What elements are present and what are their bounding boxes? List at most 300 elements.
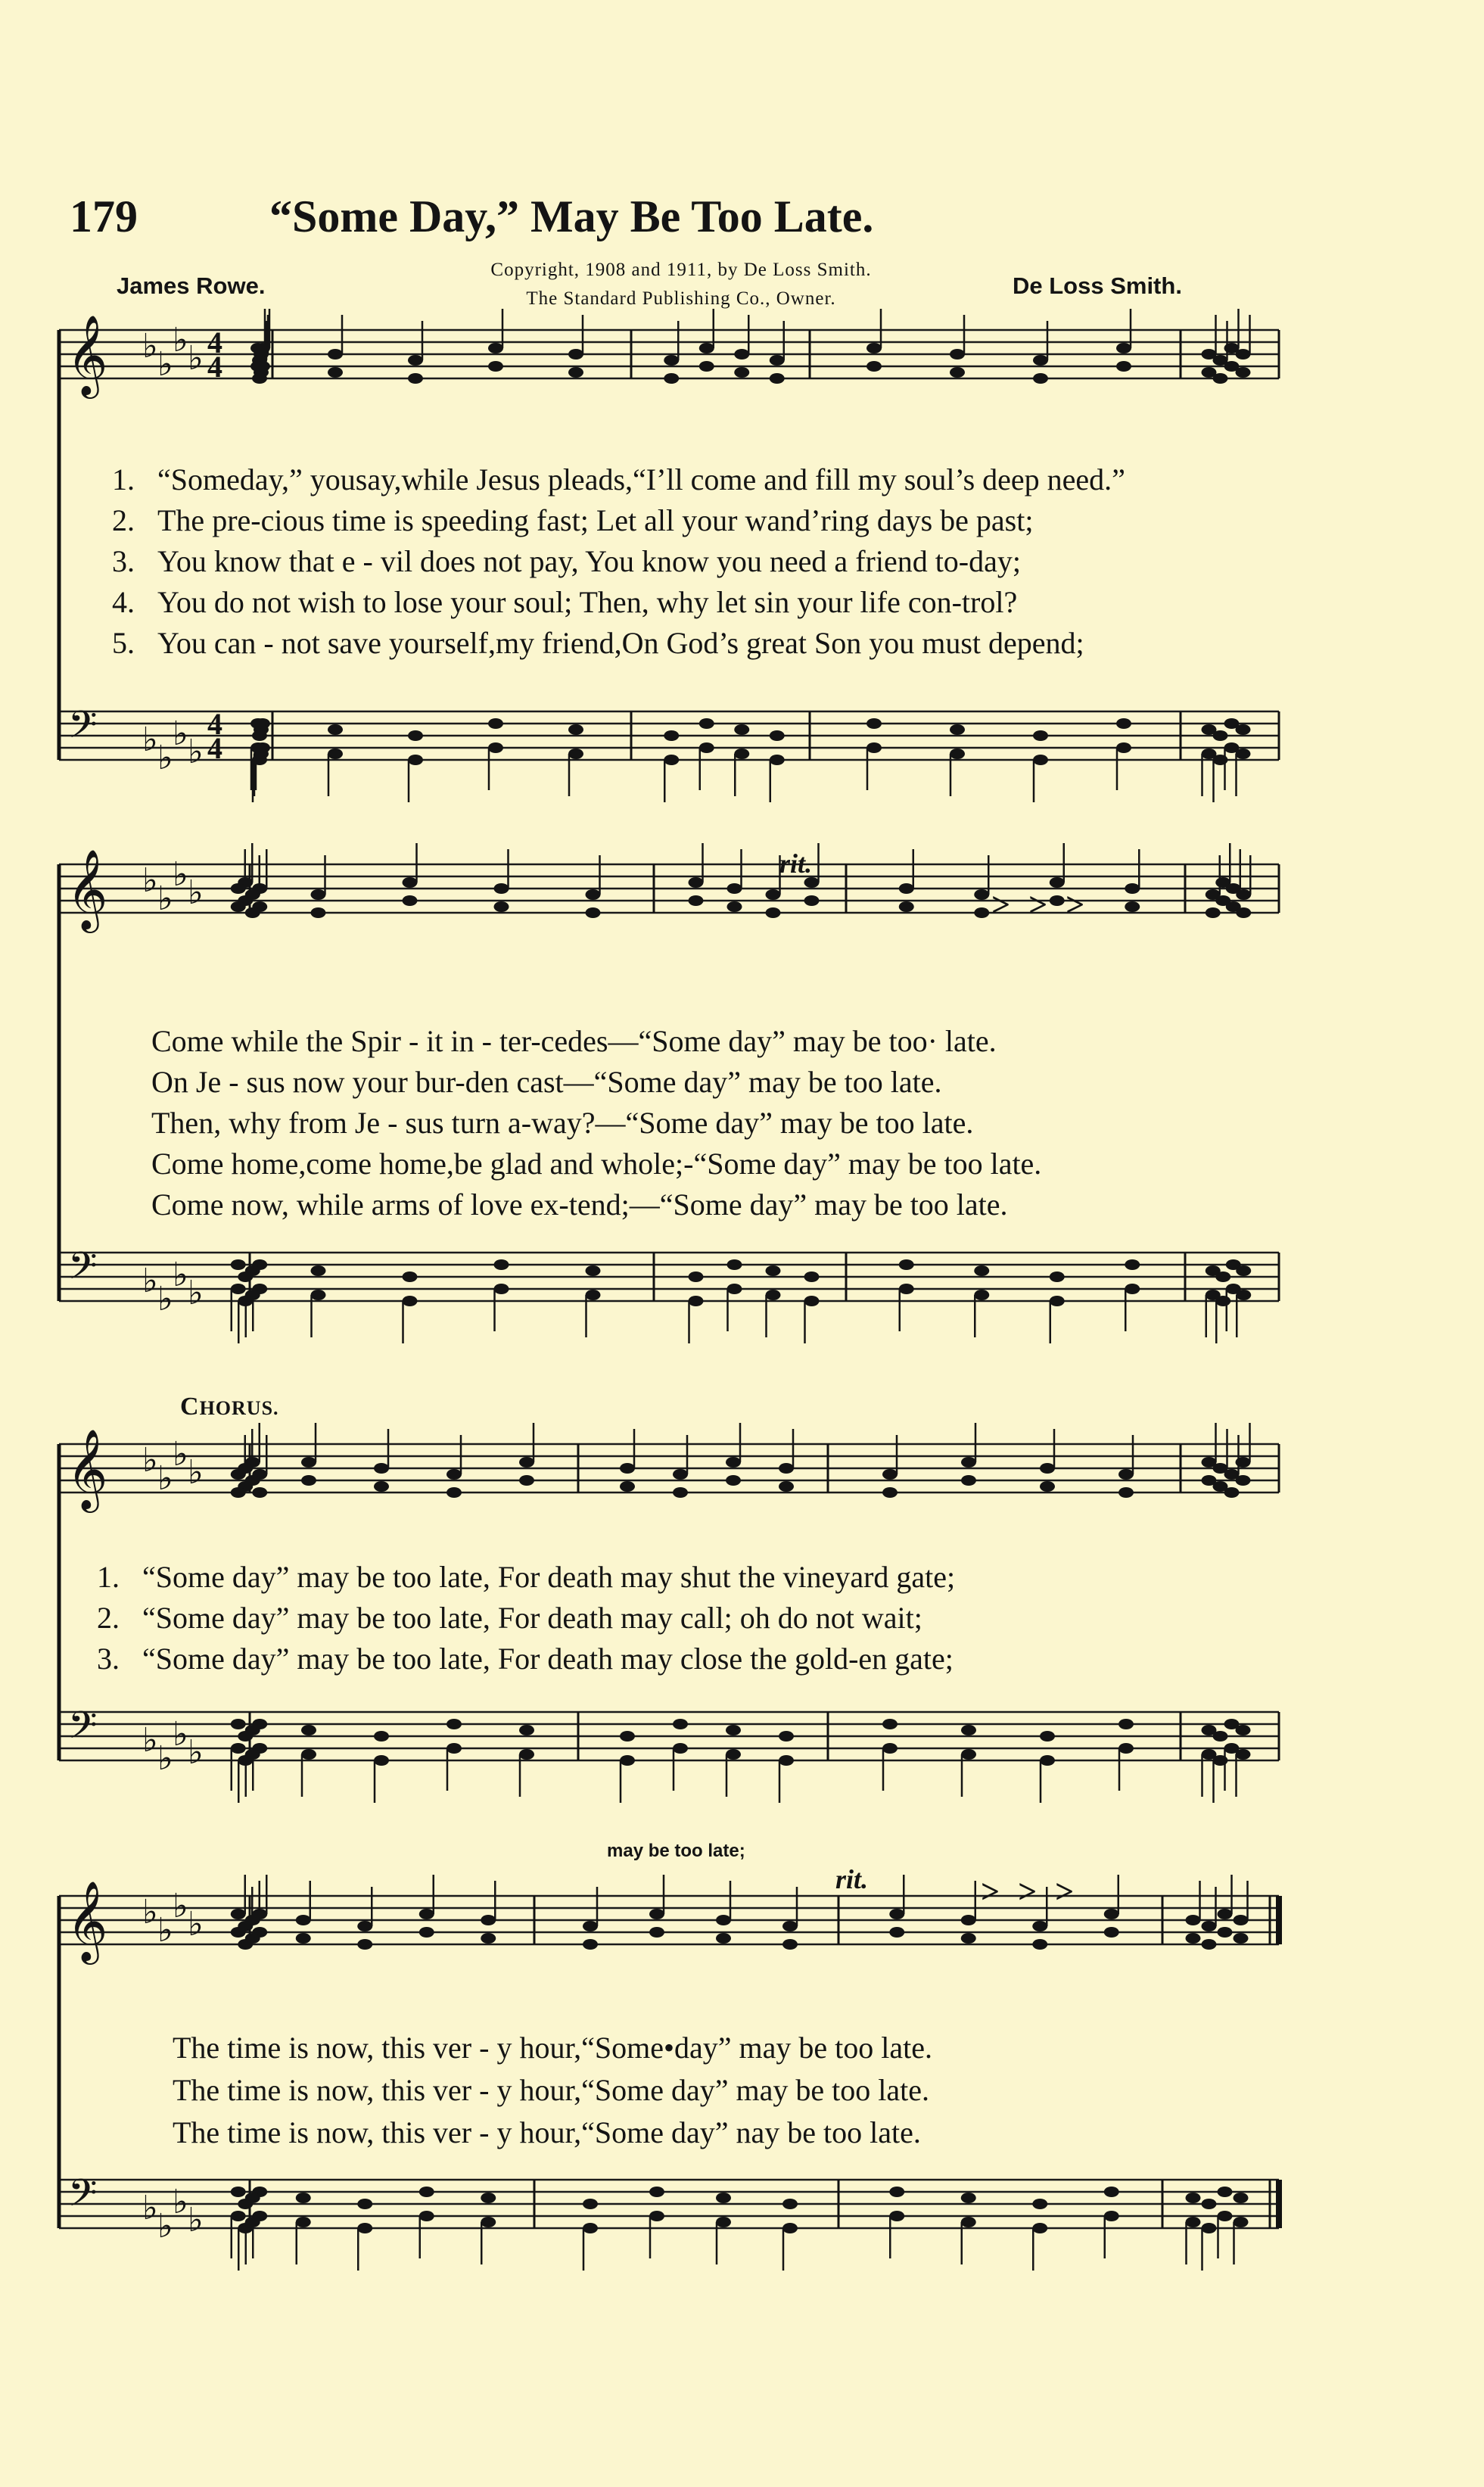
flat-sign: ♭: [173, 1435, 188, 1474]
bass-note: [238, 1731, 253, 1742]
bass-note: [766, 1265, 781, 1276]
bass-note: [699, 742, 714, 753]
treble-note: [649, 1909, 664, 1919]
flat-sign: ♭: [188, 339, 204, 378]
accent-marks: >>>: [991, 886, 1103, 923]
bass-note: [726, 1725, 741, 1735]
lyric-text: “Some day” may be too late, For death may shut the vineyard gate;: [142, 1560, 956, 1594]
bass-note: [296, 2193, 311, 2203]
treble-note: [1213, 373, 1228, 384]
flat-sign: ♭: [157, 1739, 173, 1778]
lyric-text: “Some day” may be too late, For death may call; oh do not wait;: [142, 1601, 922, 1635]
flat-sign: ♭: [188, 1733, 204, 1772]
treble-note: [296, 1915, 311, 1925]
bass-note: [250, 718, 266, 729]
treble-note: [1125, 901, 1140, 912]
treble-note: [779, 1463, 794, 1474]
bass-note: [1236, 1749, 1251, 1760]
bass-clef: 𝄢: [68, 1704, 98, 1757]
bass-note: [734, 749, 749, 759]
verse-line: [112, 625, 1084, 661]
treble-note: [961, 1475, 976, 1486]
treble-clef: 𝄞: [67, 1880, 108, 1961]
treble-note: [374, 1481, 389, 1492]
hymn-title: “Some Day,” May Be Too Late.: [269, 191, 874, 241]
treble-note: [961, 1457, 976, 1468]
bass-note: [1234, 2217, 1249, 2227]
bass-note: [882, 1719, 898, 1729]
bass-note: [1236, 1725, 1251, 1735]
bass-note: [1218, 2187, 1233, 2197]
treble-note: [1125, 883, 1140, 894]
bass-note: [374, 1731, 389, 1742]
bass-note: [726, 1749, 741, 1760]
bass-note: [446, 1719, 462, 1729]
treble-note: [1040, 1481, 1055, 1492]
flat-sign: ♭: [157, 345, 173, 384]
flat-sign: ♭: [173, 2183, 188, 2221]
copyright-line-1: Copyright, 1908 and 1911, by De Loss Smith.: [490, 260, 872, 280]
treble-note: [488, 343, 503, 353]
verse-number: 2.: [112, 503, 135, 537]
lyric-text: On Je - sus now your bur-den cast—“Some day” may be too late.: [151, 1065, 942, 1099]
treble-note: [950, 367, 965, 378]
flat-sign: ♭: [173, 1887, 188, 1925]
bass-note: [296, 2217, 311, 2227]
treble-note: [250, 343, 266, 353]
treble-note: [1234, 1915, 1249, 1925]
treble-note: [403, 877, 418, 888]
flat-sign: ♭: [142, 1262, 158, 1300]
bass-note: [1040, 1755, 1055, 1766]
bass-note: [357, 2223, 372, 2233]
treble-note: [882, 1469, 898, 1480]
treble-note: [664, 355, 679, 366]
treble-note: [727, 883, 742, 894]
lyric-text: You know that e - vil does not pay, You know you need a friend to-day;: [157, 544, 1021, 578]
treble-note: [689, 895, 704, 906]
treble-note: [1040, 1463, 1055, 1474]
treble-note: [446, 1487, 462, 1498]
treble-clef: 𝄞: [67, 1428, 108, 1509]
bass-note: [494, 1284, 509, 1294]
bass-note: [231, 1284, 246, 1294]
treble-note: [699, 343, 714, 353]
flat-sign: ♭: [188, 873, 204, 912]
bass-note: [866, 742, 882, 753]
bass-note: [889, 2211, 904, 2221]
verse-number: 4.: [112, 585, 135, 619]
treble-note: [889, 1927, 904, 1938]
treble-note: [1206, 907, 1221, 918]
flat-sign: ♭: [188, 733, 204, 771]
bass-note: [1236, 1265, 1251, 1276]
treble-note: [1116, 343, 1131, 353]
treble-note: [1218, 1909, 1233, 1919]
treble-note: [231, 1909, 246, 1919]
flat-sign: ♭: [142, 2189, 158, 2227]
bass-note: [238, 2223, 253, 2233]
bass-clef: 𝄢: [68, 1244, 98, 1297]
bass-note: [1032, 2223, 1047, 2233]
flat-sign: ♭: [188, 1453, 204, 1492]
treble-note: [726, 1475, 741, 1486]
bass-note: [1213, 730, 1228, 741]
bass-note: [716, 2217, 731, 2227]
bass-note: [689, 1296, 704, 1306]
treble-note: [950, 349, 965, 360]
flat-sign: ♭: [142, 1893, 158, 1931]
bass-note: [1125, 1259, 1140, 1270]
treble-note: [231, 1927, 246, 1938]
bass-note: [446, 1743, 462, 1754]
treble-note: [974, 907, 989, 918]
treble-note: [1104, 1927, 1119, 1938]
chorus-line: [97, 1641, 954, 1676]
treble-note: [328, 349, 343, 360]
bass-note: [664, 730, 679, 741]
bass-note: [1202, 2223, 1217, 2233]
flat-sign: ♭: [188, 1274, 204, 1312]
bass-note: [961, 2217, 976, 2227]
flat-sign: ♭: [157, 2207, 173, 2246]
treble-note: [252, 1487, 267, 1498]
treble-note: [727, 901, 742, 912]
verse-number: 2.: [97, 1601, 120, 1635]
treble-note: [1224, 1487, 1240, 1498]
lyric-text: You can - not save yourself,my friend,On God’s great Son you must depend;: [157, 626, 1084, 660]
flat-sign: ♭: [173, 1715, 188, 1754]
treble-note: [488, 361, 503, 372]
bass-clef: 𝄢: [68, 703, 98, 756]
treble-note: [403, 895, 418, 906]
chorus-label: CHORUS.: [180, 1393, 279, 1421]
bass-note: [673, 1743, 688, 1754]
treble-note: [231, 901, 246, 912]
treble-note: [770, 373, 785, 384]
hymn-number: 179: [70, 191, 138, 241]
treble-note: [649, 1927, 664, 1938]
verse-number: 1.: [112, 462, 135, 496]
treble-note: [296, 1933, 311, 1944]
bass-note: [1033, 755, 1048, 765]
treble-note: [1236, 1457, 1251, 1468]
bass-note: [950, 724, 965, 735]
bass-note: [766, 1290, 781, 1300]
bass-note: [866, 718, 882, 729]
bass-under-note: may be too late;: [607, 1841, 745, 1861]
bass-note: [1236, 1290, 1251, 1300]
bass-note: [1215, 1296, 1230, 1306]
treble-note: [673, 1469, 688, 1480]
bass-note: [357, 2199, 372, 2209]
bass-clef: 𝄢: [68, 2171, 98, 2224]
bass-note: [1186, 2217, 1201, 2227]
verse-line: [151, 1146, 1041, 1181]
verse-line: [112, 503, 1033, 538]
flat-sign: ♭: [142, 721, 158, 759]
treble-note: [231, 1469, 246, 1480]
treble-note: [782, 1921, 798, 1931]
bass-note: [620, 1755, 635, 1766]
treble-note: [770, 355, 785, 366]
bass-note: [586, 1290, 601, 1300]
treble-note: [1236, 367, 1251, 378]
bass-note: [1118, 1743, 1134, 1754]
bass-note: [519, 1749, 534, 1760]
bass-note: [1104, 2187, 1119, 2197]
bass-note: [699, 718, 714, 729]
bass-note: [974, 1265, 989, 1276]
flat-sign: ♭: [157, 879, 173, 918]
bass-note: [1234, 2193, 1249, 2203]
treble-note: [866, 361, 882, 372]
chorus-line: [173, 2072, 929, 2108]
treble-note: [311, 889, 326, 900]
bass-note: [779, 1731, 794, 1742]
treble-note: [689, 877, 704, 888]
treble-note: [301, 1457, 316, 1468]
treble-note: [245, 907, 260, 918]
bass-note: [1033, 730, 1048, 741]
treble-note: [1186, 1915, 1201, 1925]
treble-note: [1236, 907, 1251, 918]
treble-note: [481, 1915, 496, 1925]
treble-note: [328, 367, 343, 378]
flat-sign: ♭: [157, 1911, 173, 1950]
treble-note: [519, 1475, 534, 1486]
treble-note: [866, 343, 882, 353]
flat-sign: ♭: [157, 1459, 173, 1498]
bass-note: [301, 1749, 316, 1760]
accent-marks: >>>: [981, 1873, 1093, 1910]
time-signature-top: 4: [207, 325, 222, 360]
verse-number: 1.: [97, 1560, 120, 1594]
treble-note: [586, 889, 601, 900]
treble-note: [311, 907, 326, 918]
bass-note: [961, 1725, 976, 1735]
treble-note: [961, 1933, 976, 1944]
bass-note: [1050, 1296, 1065, 1306]
verse-number: 5.: [112, 626, 135, 660]
treble-note: [586, 907, 601, 918]
lyric-text: Come now, while arms of love ex-tend;—“Some day” may be too late.: [151, 1187, 1008, 1222]
bass-note: [238, 1296, 253, 1306]
treble-note: [1236, 349, 1251, 360]
bass-note: [1125, 1284, 1140, 1294]
lyric-text: Come while the Spir - it in - ter-cedes—“Some day” may be too· late.: [151, 1024, 997, 1058]
flat-sign: ♭: [142, 327, 158, 366]
bass-note: [1116, 718, 1131, 729]
time-signature-bottom: 4: [207, 350, 222, 384]
bass-note: [481, 2193, 496, 2203]
bass-note: [1213, 1731, 1228, 1742]
chorus-line: [97, 1559, 955, 1595]
treble-note: [726, 1457, 741, 1468]
bass-note: [231, 1259, 246, 1270]
bass-note: [252, 755, 267, 765]
bass-note: [301, 1725, 316, 1735]
treble-note: [446, 1469, 462, 1480]
treble-note: [961, 1915, 976, 1925]
treble-note: [1033, 373, 1048, 384]
bass-note: [488, 718, 503, 729]
lyric-text: Come home,come home,be glad and whole;-“Some day” may be too late.: [151, 1147, 1042, 1181]
bass-note: [583, 2199, 598, 2209]
bass-note: [494, 1259, 509, 1270]
treble-note: [620, 1481, 635, 1492]
treble-note: [782, 1939, 798, 1950]
bass-note: [403, 1296, 418, 1306]
bass-note: [374, 1755, 389, 1766]
composer-credit: De Loss Smith.: [1013, 272, 1182, 299]
bass-note: [1032, 2199, 1047, 2209]
bass-note: [328, 724, 343, 735]
bass-note: [481, 2217, 496, 2227]
flat-sign: ♭: [173, 855, 188, 894]
treble-note: [419, 1927, 434, 1938]
treble-note: [1234, 1933, 1249, 1944]
treble-note: [357, 1921, 372, 1931]
bass-note: [770, 755, 785, 765]
bass-note: [231, 2211, 246, 2221]
bass-note: [974, 1290, 989, 1300]
flat-sign: ♭: [157, 739, 173, 777]
bass-note: [1236, 749, 1251, 759]
lyric-text: You do not wish to lose your soul; Then, why let sin your life con-trol?: [157, 585, 1018, 619]
bass-note: [899, 1259, 914, 1270]
time-signature-bottom: 4: [207, 731, 222, 765]
treble-note: [231, 883, 246, 894]
bass-note: [583, 2223, 598, 2233]
treble-note: [1104, 1909, 1119, 1919]
bass-note: [804, 1296, 820, 1306]
treble-note: [481, 1933, 496, 1944]
flat-sign: ♭: [142, 861, 158, 900]
treble-note: [974, 889, 989, 900]
treble-note: [1032, 1921, 1047, 1931]
verse-line: [151, 1187, 1008, 1222]
bass-note: [1040, 1731, 1055, 1742]
bass-note: [950, 749, 965, 759]
bass-note: [889, 2187, 904, 2197]
ritardando-marking: rit.: [835, 1864, 869, 1894]
treble-note: [583, 1921, 598, 1931]
bass-note: [403, 1272, 418, 1282]
bass-note: [961, 1749, 976, 1760]
treble-note: [357, 1939, 372, 1950]
treble-note: [231, 1487, 246, 1498]
chorus-line: [97, 1600, 922, 1636]
flat-sign: ♭: [157, 1280, 173, 1318]
treble-note: [673, 1487, 688, 1498]
bass-note: [231, 1719, 246, 1729]
treble-note: [519, 1457, 534, 1468]
flat-sign: ♭: [142, 1441, 158, 1480]
treble-note: [252, 373, 267, 384]
bass-note: [882, 1743, 898, 1754]
verse-line: [112, 462, 1125, 497]
treble-note: [1118, 1469, 1134, 1480]
treble-note: [494, 901, 509, 912]
lyric-text: “Some day” may be too late, For death may close the gold-en gate;: [142, 1642, 954, 1676]
bass-note: [727, 1284, 742, 1294]
treble-note: [408, 373, 423, 384]
treble-note: [408, 355, 423, 366]
treble-note: [899, 901, 914, 912]
bass-note: [649, 2187, 664, 2197]
bass-note: [250, 742, 266, 753]
treble-note: [889, 1909, 904, 1919]
treble-note: [568, 367, 583, 378]
bass-note: [727, 1259, 742, 1270]
verse-line: [112, 543, 1021, 579]
treble-clef: 𝄞: [67, 848, 108, 929]
bass-note: [568, 749, 583, 759]
treble-note: [766, 907, 781, 918]
treble-note: [899, 883, 914, 894]
treble-note: [734, 367, 749, 378]
bass-note: [961, 2193, 976, 2203]
lyric-text: The time is now, this ver - y hour,“Some•day” may be too late.: [173, 2031, 933, 2065]
bass-note: [328, 749, 343, 759]
lyric-text: Then, why from Je - sus turn a-way?—“Some day” may be too late.: [151, 1106, 974, 1140]
bass-note: [899, 1284, 914, 1294]
verse-line: [112, 584, 1017, 620]
bass-note: [1118, 1719, 1134, 1729]
treble-note: [1202, 1939, 1217, 1950]
flat-sign: ♭: [173, 321, 188, 360]
treble-note: [882, 1487, 898, 1498]
verse-number: 3.: [112, 544, 135, 578]
bass-note: [252, 730, 267, 741]
bass-note: [1202, 2199, 1217, 2209]
bass-note: [238, 1272, 253, 1282]
bass-note: [1186, 2193, 1201, 2203]
chorus-line: [173, 2030, 932, 2065]
verse-line: [151, 1023, 997, 1059]
bass-note: [408, 755, 423, 765]
bass-note: [1104, 2211, 1119, 2221]
bass-note: [649, 2211, 664, 2221]
treble-note: [664, 373, 679, 384]
bass-note: [734, 724, 749, 735]
treble-note: [301, 1475, 316, 1486]
bass-note: [1050, 1272, 1065, 1282]
treble-note: [374, 1463, 389, 1474]
treble-note: [568, 349, 583, 360]
treble-note: [1116, 361, 1131, 372]
bass-note: [1218, 2211, 1233, 2221]
bass-note: [779, 1755, 794, 1766]
treble-note: [804, 895, 820, 906]
treble-note: [250, 361, 266, 372]
bass-note: [782, 2223, 798, 2233]
treble-clef: 𝄞: [67, 314, 108, 395]
verse-line: [151, 1105, 973, 1141]
treble-note: [1118, 1487, 1134, 1498]
bass-note: [664, 755, 679, 765]
verse-line: [151, 1064, 942, 1100]
flat-sign: ♭: [188, 2201, 204, 2240]
treble-note: [734, 349, 749, 360]
treble-note: [1186, 1933, 1201, 1944]
flat-sign: ♭: [142, 1721, 158, 1760]
lyricist-credit: James Rowe.: [117, 272, 266, 299]
treble-note: [583, 1939, 598, 1950]
treble-note: [779, 1481, 794, 1492]
bass-note: [238, 1755, 253, 1766]
